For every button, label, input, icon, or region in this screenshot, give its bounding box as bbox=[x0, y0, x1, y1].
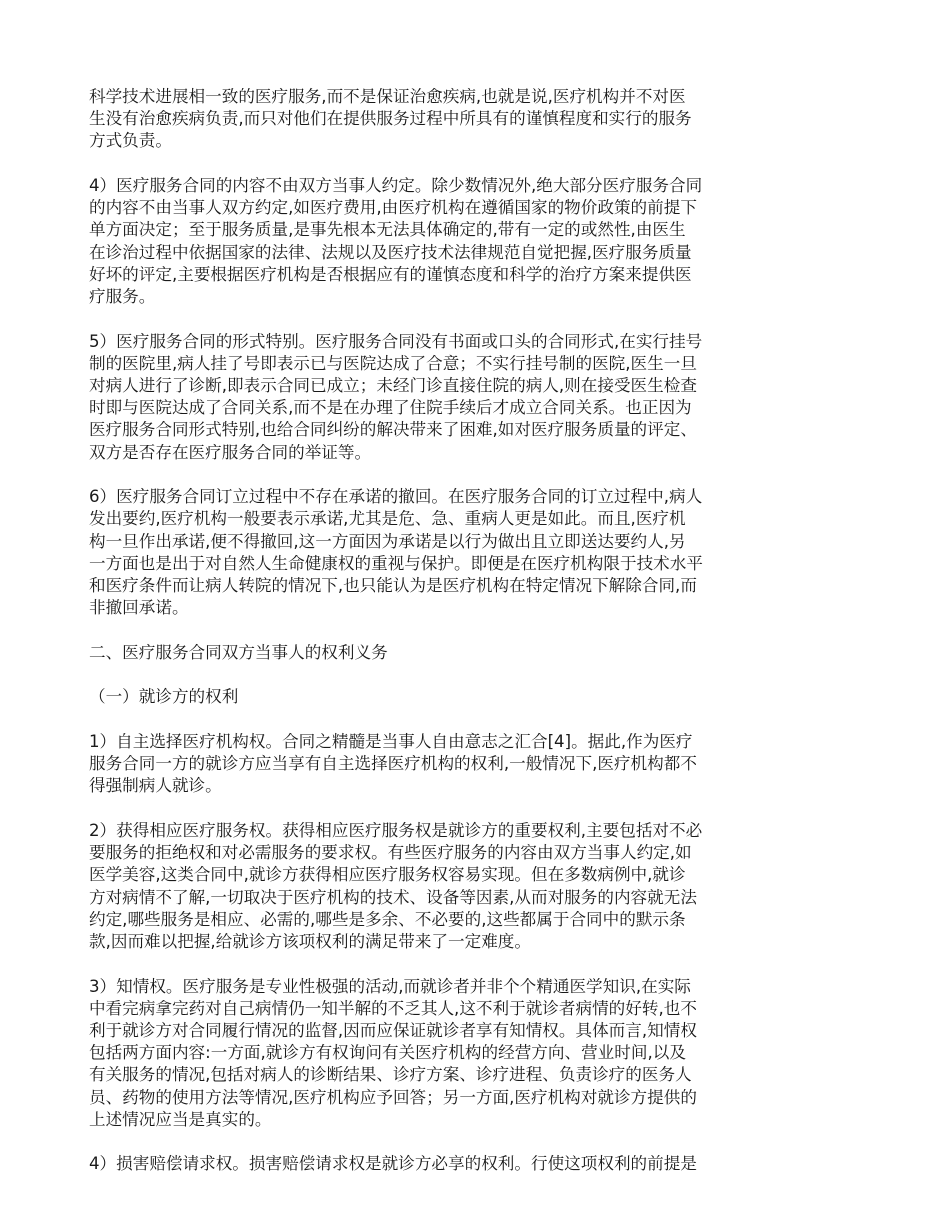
text-line: 在诊治过程中依据国家的法律、法规以及医疗技术法律规范自觉把握,医疗服务质量 bbox=[89, 242, 692, 262]
text-line: 4）损害赔偿请求权。损害赔偿请求权是就诊方必享的权利。行使这项权利的前提是 bbox=[89, 1154, 697, 1174]
text-line: 款,因而难以把握,给就诊方该项权利的满足带来了一定难度。 bbox=[89, 932, 531, 952]
text-line: 上述情况应当是真实的。 bbox=[89, 1109, 272, 1129]
paragraph bbox=[89, 976, 789, 1131]
text-line: 包括两方面内容:一方面,就诊方有权询问有关医疗机构的经营方向、营业时间,以及 bbox=[89, 1043, 686, 1063]
paragraph bbox=[89, 486, 789, 619]
text-line: 非撤回承诺。 bbox=[89, 598, 189, 618]
text-line: 双方是否存在医疗服务合同的举证等。 bbox=[89, 442, 372, 462]
text-line: 员、药物的使用方法等情况,医疗机构应予回答；另一方面,医疗机构对就诊方提供的 bbox=[89, 1087, 697, 1107]
text-line: 3）知情权。医疗服务是专业性极强的活动,而就诊者并非个个精通医学知识,在实际 bbox=[89, 976, 691, 996]
text-line: 方式负责。 bbox=[89, 131, 172, 151]
text-line: 5）医疗服务合同的形式特别。医疗服务合同没有书面或口头的合同形式,在实行挂号 bbox=[89, 331, 703, 351]
text-line: 1）自主选择医疗机构权。合同之精髓是当事人自由意志之汇合[4]。据此,作为医疗 bbox=[89, 732, 693, 752]
text-line: 4）医疗服务合同的内容不由双方当事人约定。除少数情况外,绝大部分医疗服务合同 bbox=[89, 176, 703, 195]
text-line: 利于就诊方对合同履行情况的监督,因而应保证就诊者享有知情权。具体而言,知情权 bbox=[89, 1021, 697, 1041]
paragraph bbox=[89, 642, 789, 664]
paragraph bbox=[89, 86, 789, 153]
document-page bbox=[89, 86, 789, 1198]
text-line: 生没有治愈疾病负责,而只对他们在提供服务过程中所具有的谨慎程度和实行的服务 bbox=[89, 109, 692, 129]
text-line: 要服务的拒绝权和对必需服务的要求权。有些医疗服务的内容由双方当事人约定,如 bbox=[89, 843, 692, 863]
text-line: 中看完病拿完药对自己病情仍一知半解的不乏其人,这不利于就诊者病情的好转,也不 bbox=[89, 998, 697, 1018]
text-line: （一）就诊方的权利 bbox=[89, 687, 239, 707]
text-line: 科学技术进展相一致的医疗服务,而不是保证治愈疾病,也就是说,医疗机构并不对医 bbox=[89, 87, 686, 106]
text-line: 发出要约,医疗机构一般要表示承诺,尤其是危、急、重病人更是如此。而且,医疗机 bbox=[89, 509, 686, 529]
text-line: 和医疗条件而让病人转院的情况下,也只能认为是医疗机构在特定情况下解除合同,而 bbox=[89, 576, 697, 596]
text-line: 约定,哪些服务是相应、必需的,哪些是多余、不必要的,这些都属于合同中的默示条 bbox=[89, 909, 686, 929]
text-line: 单方面决定；至于服务质量,是事先根本无法具体确定的,带有一定的或然性,由医生 bbox=[89, 220, 686, 240]
text-line: 得强制病人就诊。 bbox=[89, 776, 222, 796]
paragraph bbox=[89, 175, 789, 308]
text-line: 的内容不由当事人双方约定,如医疗费用,由医疗机构在遵循国家的物价政策的前提下 bbox=[89, 198, 697, 218]
paragraph bbox=[89, 1153, 789, 1175]
paragraph bbox=[89, 731, 789, 798]
paragraph bbox=[89, 686, 789, 708]
text-line: 构一旦作出承诺,便不得撤回,这一方面因为承诺是以行为做出且立即送达要约人,另 bbox=[89, 531, 686, 551]
text-line: 有关服务的情况,包括对病人的诊断结果、诊疗方案、诊疗进程、负责诊疗的医务人 bbox=[89, 1065, 692, 1085]
text-line: 6）医疗服务合同订立过程中不存在承诺的撤回。在医疗服务合同的订立过程中,病人 bbox=[89, 487, 703, 507]
text-line: 2）获得相应医疗服务权。获得相应医疗服务权是就诊方的重要权利,主要包括对不必 bbox=[89, 821, 703, 841]
paragraph bbox=[89, 331, 789, 464]
text-line: 服务合同一方的就诊方应当享有自主选择医疗机构的权利,一般情况下,医疗机构都不 bbox=[89, 754, 697, 774]
text-line: 医疗服务合同形式特别,也给合同纠纷的解决带来了困难,如对医疗服务质量的评定、 bbox=[89, 420, 697, 440]
text-line: 好坏的评定,主要根据医疗机构是否根据应有的谨慎态度和科学的治疗方案来提供医 bbox=[89, 264, 692, 284]
text-line: 二、医疗服务合同双方当事人的权利义务 bbox=[89, 642, 388, 662]
text-line: 一方面也是出于对自然人生命健康权的重视与保护。即便是在医疗机构限于技术水平 bbox=[89, 553, 703, 573]
text-line: 方对病情不了解,一切取决于医疗机构的技术、设备等因素,从而对服务的内容就无法 bbox=[89, 887, 697, 907]
text-line: 制的医院里,病人挂了号即表示已与医院达成了合意；不实行挂号制的医院,医生一旦 bbox=[89, 353, 697, 373]
text-line: 疗服务。 bbox=[89, 287, 156, 307]
paragraph bbox=[89, 820, 789, 953]
text-line: 医学美容,这类合同中,就诊方获得相应医疗服务权容易实现。但在多数病例中,就诊 bbox=[89, 865, 686, 885]
text-line: 时即与医院达成了合同关系,而不是在办理了住院手续后才成立合同关系。也正因为 bbox=[89, 398, 692, 418]
text-line: 对病人进行了诊断,即表示合同已成立；未经门诊直接住院的病人,则在接受医生检查 bbox=[89, 376, 697, 396]
